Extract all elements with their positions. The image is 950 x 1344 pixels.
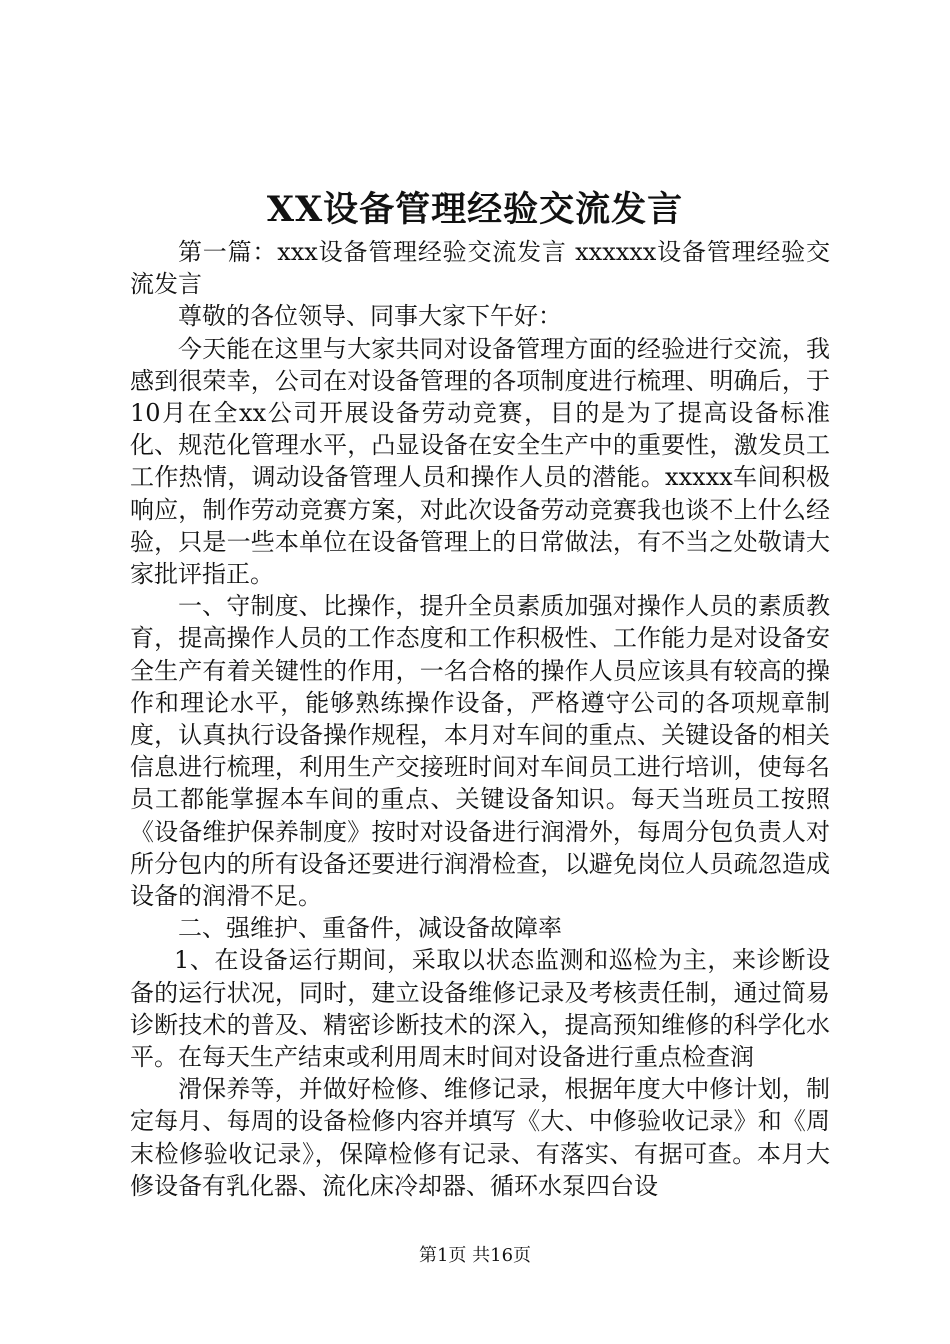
paragraph-section-two-heading: 二、强维护、重备件，减设备故障率	[178, 914, 562, 943]
document-title: XX设备管理经验交流发言	[266, 189, 684, 230]
paragraph-intro: 第一篇：xxx设备管理经验交流发言 xxxxxx设备管理经验交流发言	[130, 238, 830, 299]
paragraph-continuation: 滑保养等，并做好检修、维修记录，根据年度大中修计划，制定每月、每周的设备检修内容并填写《大、中修验收记录》和《周末检修验收记录》，保障检修有记录、有落实、有据可查。本月大修设备有乳化器、流化床冷却器、循环水泵四台设	[130, 1075, 830, 1200]
paragraph-opening: 今天能在这里与大家共同对设备管理方面的经验进行交流，我感到很荣幸，公司在对设备管理的各项制度进行梳理、明确后，于10月在全xx公司开展设备劳动竞赛，目的是为了提高设备标准化、规范化管理水平，凸显设备在安全生产中的重要性，激发员工工作热情，调动设备管理人员和操作人员的潜能。xxxxx车间积极响应，制作劳动竞赛方案，对此次设备劳动竞赛我也谈不上什么经验，只是一些本单位在设备管理上的日常做法，有不当之处敬请大家批评指正。	[130, 334, 830, 589]
page-number-footer: 第1页 共16页	[418, 1245, 532, 1266]
paragraph-greeting: 尊敬的各位领导、同事大家下午好：	[178, 302, 562, 331]
paragraph-section-one: 一、守制度、比操作，提升全员素质加强对操作人员的素质教育，提高操作人员的工作态度和工作积极性、工作能力是对设备安全生产有着关键性的作用，一名合格的操作人员应该具有较高的操作和理论水平，能够熟练操作设备，严格遵守公司的各项规章制度，认真执行设备操作规程，本月对车间的重点、关键设备的相关信息进行梳理，利用生产交接班时间对车间员工进行培训，使每名员工都能掌握本车间的重点、关键设备知识。每天当班员工按照《设备维护保养制度》按时对设备进行润滑外，每周分包负责人对所分包内的所有设备还要进行润滑检查，以避免岗位人员疏忽造成设备的润滑不足。	[130, 592, 830, 911]
paragraph-item-one: 1、在设备运行期间，采取以状态监测和巡检为主，来诊断设备的运行状况，同时，建立设备维修记录及考核责任制，通过简易诊断技术的普及、精密诊断技术的深入，提高预知维修的科学化水平。在每天生产结束或利用周末时间对设备进行重点检查润	[130, 946, 830, 1072]
document-body	[130, 236, 830, 1202]
